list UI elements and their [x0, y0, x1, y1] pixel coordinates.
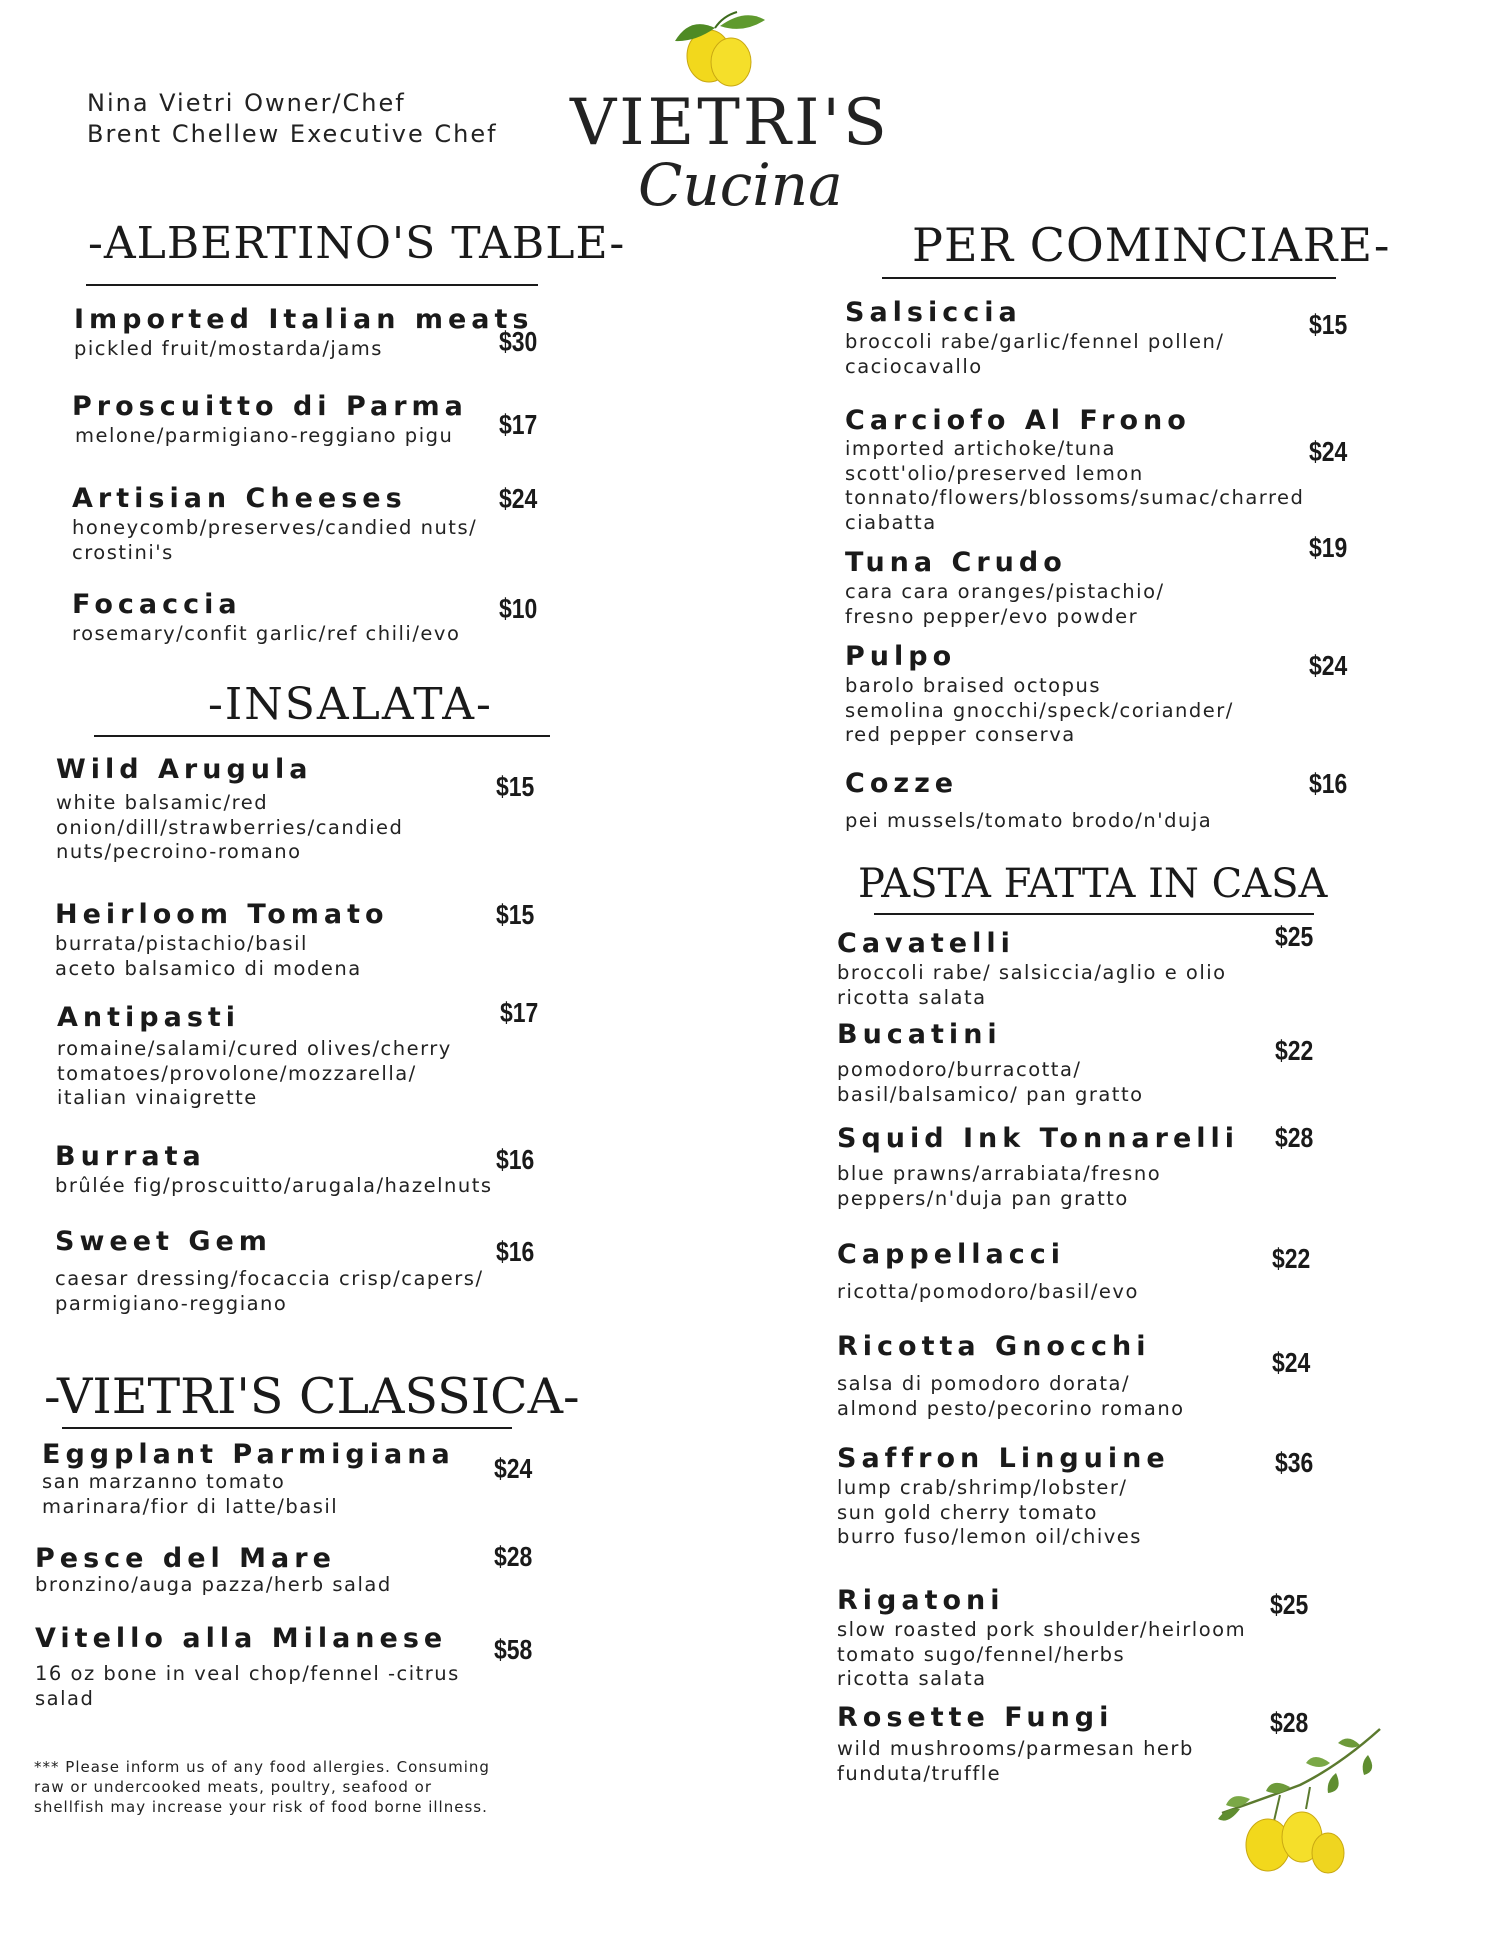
item-description: pickled fruit/mostarda/jams	[74, 337, 383, 360]
item-description: pomodoro/burracotta/	[837, 1058, 1082, 1081]
menu-item	[35, 1545, 392, 1598]
item-description: burro fuso/lemon oil/chives	[837, 1525, 1142, 1548]
menu-item	[837, 1018, 1144, 1107]
item-price: $24	[1309, 436, 1348, 467]
item-description: white balsamic/red	[56, 791, 269, 814]
item-description: brûlée fig/proscuitto/arugala/hazelnuts	[55, 1174, 493, 1197]
section-title-pasta: PASTA FATTA IN CASA	[858, 861, 1328, 907]
item-description: ciabatta	[845, 510, 937, 534]
logo-wordmark: VIETRI'S	[570, 86, 890, 160]
item-price: $16	[1309, 768, 1348, 799]
menu-item	[55, 898, 389, 981]
menu-item	[72, 588, 460, 647]
item-name: Burrata	[55, 1141, 206, 1172]
item-price: $17	[500, 997, 539, 1028]
item-description: lump crab/shrimp/lobster/	[837, 1476, 1128, 1499]
item-description: funduta/truffle	[837, 1761, 1002, 1785]
item-price: $28	[1275, 1122, 1314, 1153]
item-description: barolo braised octopus	[845, 674, 1102, 697]
item-description: caciocavallo	[845, 354, 983, 378]
item-description: pei mussels/tomato brodo/n'duja	[845, 809, 1213, 832]
item-price: $24	[499, 483, 538, 514]
item-description: romaine/salami/cured olives/cherry	[57, 1037, 452, 1060]
menu-item	[837, 1122, 1239, 1211]
rule-albertino	[86, 284, 538, 286]
menu-item	[74, 303, 533, 362]
menu-item	[837, 1238, 1139, 1305]
item-price: $15	[496, 899, 535, 930]
item-name: Rosette Fungi	[837, 1702, 1114, 1733]
menu-item	[72, 390, 468, 449]
item-description: burrata/pistachio/basil	[55, 932, 308, 955]
item-description: honeycomb/preserves/candied nuts/	[72, 516, 478, 539]
item-description: ricotta salata	[837, 985, 987, 1009]
item-price: $16	[496, 1144, 535, 1175]
menu-item	[57, 1001, 452, 1111]
item-description: peppers/n'duja pan gratto	[837, 1186, 1129, 1210]
item-price: $10	[499, 593, 538, 624]
item-name: Cavatelli	[837, 928, 1015, 959]
item-description: parmigiano-reggiano	[55, 1291, 288, 1315]
item-name: Vitello alla Milanese	[35, 1623, 448, 1654]
item-description: semolina gnocchi/speck/coriander/	[845, 698, 1234, 722]
item-description: ricotta salata	[837, 1667, 987, 1690]
item-name: Squid Ink Tonnarelli	[837, 1123, 1240, 1154]
item-price: $22	[1275, 1035, 1314, 1066]
rule-pasta	[874, 913, 1314, 915]
item-description: tonnato/flowers/blossoms/sumac/charred	[845, 486, 1305, 509]
menu-item	[35, 1622, 460, 1711]
item-description: imported artichoke/tuna	[845, 437, 1116, 460]
item-description: bronzino/auga pazza/herb salad	[35, 1573, 392, 1596]
item-name: Tuna Crudo	[845, 547, 1067, 578]
menu-item	[837, 1442, 1170, 1550]
menu-item	[845, 405, 1304, 535]
item-description: aceto balsamico di modena	[55, 956, 362, 980]
item-price: $25	[1275, 921, 1314, 952]
item-name: Rigatoni	[837, 1585, 1005, 1616]
item-name: Salsiccia	[845, 297, 1022, 328]
item-description: crostini's	[72, 540, 174, 564]
item-price: $36	[1275, 1447, 1314, 1478]
item-name: Pesce del Mare	[35, 1543, 336, 1574]
item-description: broccoli rabe/garlic/fennel pollen/	[845, 330, 1225, 353]
executive-chef-credit: Brent Chellew Executive Chef	[87, 120, 498, 148]
item-price: $24	[1309, 650, 1348, 681]
menu-item	[837, 927, 1227, 1010]
item-description: 16 oz bone in veal chop/fennel -citrus	[35, 1662, 460, 1685]
item-name: Ricotta Gnocchi	[837, 1331, 1151, 1362]
item-price: $25	[1270, 1589, 1309, 1620]
section-title-classica: -VIETRI'S CLASSICA-	[44, 1368, 580, 1425]
item-description: rosemary/confit garlic/ref chili/evo	[72, 622, 461, 645]
item-name: Carciofo Al Frono	[845, 405, 1191, 436]
item-name: Focaccia	[72, 589, 242, 620]
item-description: onion/dill/strawberries/candied	[56, 815, 404, 839]
item-description: salsa di pomodoro dorata/	[837, 1372, 1131, 1395]
item-price: $16	[496, 1236, 535, 1267]
item-description: almond pesto/pecorino romano	[837, 1396, 1185, 1420]
menu-item	[845, 296, 1224, 379]
item-name: Sweet Gem	[55, 1226, 272, 1257]
menu-item	[56, 753, 403, 865]
item-price: $28	[1270, 1707, 1309, 1738]
item-description: salad	[35, 1686, 95, 1710]
item-name: Wild Arugula	[56, 754, 313, 785]
menu-item	[845, 767, 1212, 834]
item-price: $58	[494, 1634, 533, 1665]
rule-cominciare	[882, 277, 1336, 279]
menu-item	[55, 1140, 493, 1199]
section-title-insalata: -INSALATA-	[208, 679, 493, 730]
item-name: Pulpo	[845, 641, 957, 672]
item-description: melone/parmigiano-reggiano pigu	[75, 424, 454, 447]
item-price: $15	[496, 771, 535, 802]
item-price: $22	[1272, 1243, 1311, 1274]
item-description: fresno pepper/evo powder	[845, 604, 1139, 628]
staff-credits	[87, 88, 498, 150]
item-description: scott'olio/preserved lemon	[845, 461, 1144, 485]
item-description: blue prawns/arrabiata/fresno	[837, 1162, 1162, 1185]
item-description: san marzanno tomato	[42, 1470, 286, 1493]
menu-item	[55, 1225, 484, 1316]
item-name: Cozze	[845, 768, 959, 799]
item-name: Imported Italian meats	[74, 304, 534, 335]
item-name: Saffron Linguine	[837, 1443, 1170, 1474]
item-description: red pepper conserva	[845, 723, 1076, 746]
owner-credit: Nina Vietri Owner/Chef	[87, 89, 406, 117]
item-name: Eggplant Parmigiana	[42, 1439, 455, 1470]
item-description: wild mushrooms/parmesan herb	[837, 1737, 1194, 1760]
menu-item	[845, 546, 1165, 629]
item-description: cara cara oranges/pistachio/	[845, 580, 1165, 603]
section-title-cominciare: PER COMINCIARE-	[912, 218, 1391, 272]
lemon-cluster-icon	[665, 6, 775, 91]
rule-insalata	[94, 735, 550, 737]
lemon-branch-icon	[1210, 1725, 1390, 1885]
item-name: Artisian Cheeses	[72, 483, 407, 514]
menu-item	[837, 1584, 1246, 1692]
item-description: tomato sugo/fennel/herbs	[837, 1642, 1126, 1666]
item-price: $30	[499, 326, 538, 357]
section-title-albertino: -ALBERTINO'S TABLE-	[88, 218, 626, 269]
item-price: $24	[494, 1453, 533, 1484]
menu-item	[72, 482, 477, 565]
allergy-note: *** Please inform us of any food allergies. Consuming raw or undercooked meats, poultry, seafood or shellfish may increase your risk of food borne illness.	[34, 1758, 490, 1816]
item-description: ricotta/pomodoro/basil/evo	[837, 1280, 1139, 1303]
item-name: Bucatini	[837, 1019, 1002, 1050]
item-description: marinara/fior di latte/basil	[42, 1494, 339, 1518]
item-name: Heirloom Tomato	[55, 899, 389, 930]
item-price: $19	[1309, 532, 1348, 563]
menu-item	[845, 640, 1234, 748]
item-description: slow roasted pork shoulder/heirloom	[837, 1618, 1247, 1641]
item-price: $24	[1272, 1347, 1311, 1378]
item-description: broccoli rabe/ salsiccia/aglio e olio	[837, 961, 1227, 984]
item-name: Proscuitto di Parma	[72, 391, 468, 422]
rule-classica	[62, 1427, 512, 1429]
item-description: nuts/pecroino-romano	[56, 840, 302, 863]
item-price: $15	[1309, 309, 1348, 340]
item-description: sun gold cherry tomato	[837, 1500, 1098, 1524]
item-description: italian vinaigrette	[57, 1086, 258, 1109]
menu-item	[42, 1440, 455, 1519]
menu-item	[837, 1330, 1185, 1421]
item-description: caesar dressing/focaccia crisp/capers/	[55, 1267, 484, 1290]
item-name: Antipasti	[57, 1002, 241, 1033]
item-description: tomatoes/provolone/mozzarella/	[57, 1061, 417, 1085]
item-name: Cappellacci	[837, 1239, 1065, 1270]
item-price: $17	[499, 409, 538, 440]
logo-script: Cucina	[638, 151, 843, 219]
restaurant-logo	[570, 0, 890, 240]
item-description: basil/balsamico/ pan gratto	[837, 1082, 1144, 1106]
item-price: $28	[494, 1541, 533, 1572]
menu-item	[837, 1701, 1194, 1786]
